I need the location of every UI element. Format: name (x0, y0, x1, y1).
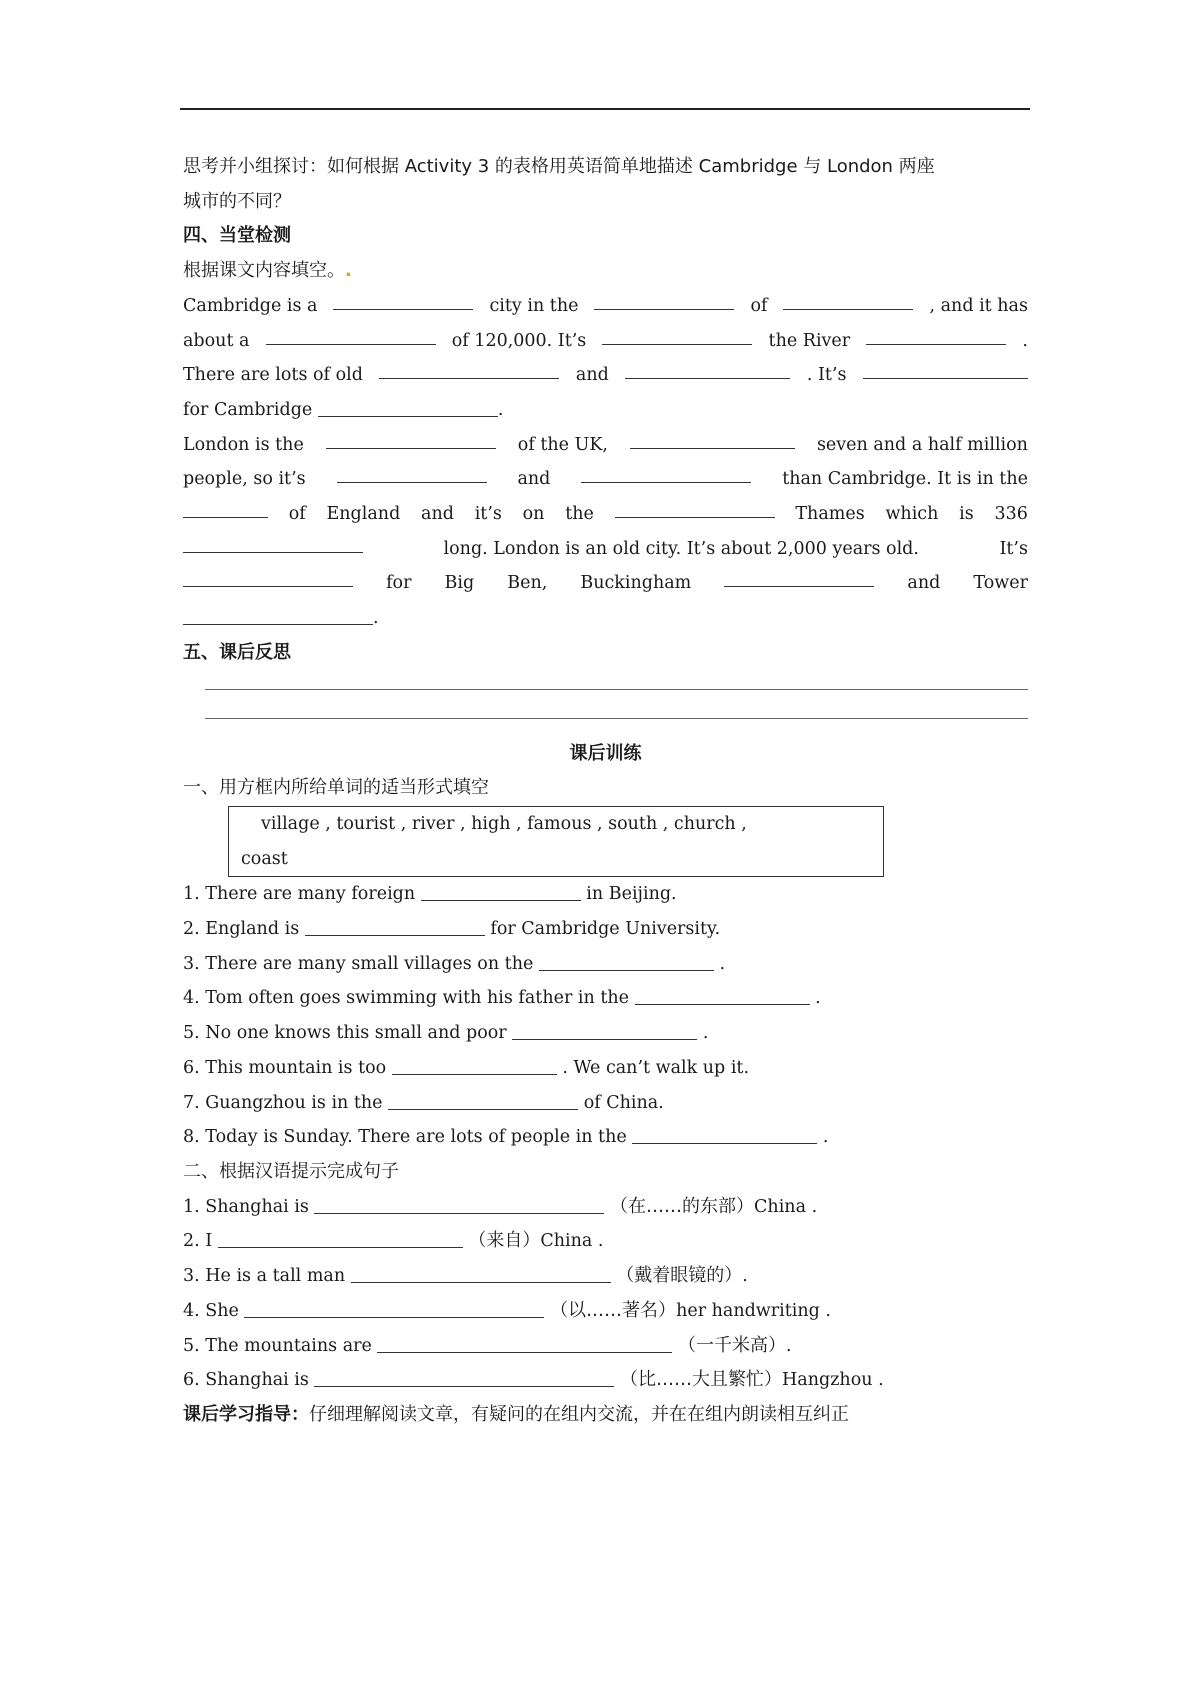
item-text-end: Hangzhou . (782, 1370, 884, 1391)
section4-instruction: 根据课文内容填空。. (183, 260, 352, 282)
blank[interactable] (625, 358, 790, 379)
item-text: England is (205, 919, 300, 940)
chinese-hint: （比……大且繁忙） (620, 1369, 783, 1391)
study-guide (183, 1398, 1028, 1433)
item-number: 1. (183, 1196, 200, 1217)
part1-item (183, 981, 1028, 1016)
item-text: She (205, 1300, 239, 1321)
item-number: 3. (183, 953, 200, 974)
cambridge-line-4: for Cambridge . (183, 393, 1028, 428)
london-line-6: . (183, 601, 1028, 636)
item-text-end: . (742, 1266, 748, 1287)
blank[interactable] (183, 532, 363, 553)
london-line-5: for Big Ben, Buckingham and Tower (183, 566, 1028, 601)
item-text: Guangzhou is in the (205, 1092, 383, 1113)
blank[interactable] (594, 289, 734, 310)
item-text-end: of China. (583, 1092, 664, 1113)
blank[interactable] (379, 358, 559, 379)
part1-item (183, 1016, 1028, 1051)
item-number: 8. (183, 1127, 200, 1148)
part1-item (183, 947, 1028, 982)
item-number: 2. (183, 919, 200, 940)
part1-item (183, 1086, 1028, 1121)
item-text-end: . (702, 1023, 709, 1044)
blank[interactable] (615, 497, 775, 518)
london-line-4: long. London is an old city. It’s about 2,000 years old. It’s (183, 532, 1028, 567)
intro-question: 思考并小组探讨：如何根据 Activity 3 的表格用英语简单地描述 Cambridge 与 London 两座 (183, 156, 935, 177)
blank[interactable] (183, 566, 353, 587)
blank[interactable] (183, 604, 373, 625)
item-number: 3. (183, 1266, 200, 1287)
chinese-hint: （以……著名） (550, 1299, 677, 1321)
answer-blank[interactable] (421, 880, 581, 901)
word-box-words-cont: coast (241, 848, 288, 869)
section5-heading: 五、课后反思 (183, 641, 291, 663)
part2-item (183, 1329, 1028, 1364)
part1-item (183, 1120, 1028, 1155)
chinese-hint: （一千米高） (678, 1334, 787, 1356)
part2-heading: 二、根据汉语提示完成句子 (183, 1160, 399, 1182)
answer-blank[interactable] (244, 1297, 544, 1318)
cambridge-line-2: about a of 120,000. It’s the River . (183, 324, 1028, 359)
blank[interactable] (602, 324, 752, 345)
item-text-end: for Cambridge University. (490, 919, 721, 940)
item-number: 1. (183, 884, 200, 905)
cambridge-line-1: Cambridge is a city in the of , and it has (183, 289, 1028, 324)
part1-item (183, 877, 1028, 912)
answer-blank[interactable] (635, 984, 810, 1005)
item-text: Today is Sunday. There are lots of people in the (205, 1127, 627, 1148)
item-number: 7. (183, 1092, 200, 1113)
blank[interactable] (318, 396, 498, 417)
part1-list (183, 877, 1028, 1155)
reflection-line[interactable] (205, 689, 1028, 690)
blank[interactable] (266, 324, 436, 345)
item-text: The mountains are (205, 1335, 372, 1356)
item-text: Shanghai is (205, 1196, 309, 1217)
item-text: There are many small villages on the (205, 953, 534, 974)
item-number: 6. (183, 1057, 200, 1078)
item-text: No one knows this small and poor (205, 1023, 507, 1044)
item-text-end: . (815, 988, 821, 1009)
answer-blank[interactable] (314, 1193, 604, 1214)
answer-blank[interactable] (539, 950, 714, 971)
reflection-line[interactable] (205, 718, 1028, 719)
london-line-3: of England and it’s on the Thames which is 336 (183, 497, 1028, 532)
answer-blank[interactable] (218, 1227, 463, 1248)
part2-item (183, 1294, 1028, 1329)
blank[interactable] (863, 358, 1028, 379)
item-text: Shanghai is (205, 1370, 309, 1391)
answer-blank[interactable] (314, 1366, 614, 1387)
word-box-words: village , tourist , river , high , famous , south , church , (261, 813, 747, 834)
answer-blank[interactable] (388, 1089, 578, 1110)
worksheet-page (183, 150, 1028, 1433)
practice-title: 课后训练 (569, 742, 642, 764)
intro-question-cont: 城市的不同？ (183, 190, 291, 212)
item-number: 6. (183, 1370, 200, 1391)
item-text-end: in Beijing. (586, 884, 677, 905)
part2-item (183, 1190, 1028, 1225)
study-guide-text: 仔细理解阅读文章，有疑问的在组内交流，并在在组内朗读相互纠正 (309, 1403, 849, 1425)
study-guide-label: 课后学习指导： (183, 1403, 309, 1425)
answer-blank[interactable] (351, 1262, 611, 1283)
blank[interactable] (326, 428, 496, 449)
item-text: This mountain is too (205, 1057, 387, 1078)
answer-blank[interactable] (392, 1054, 557, 1075)
part1-item (183, 912, 1028, 947)
chinese-hint: （在……的东部） (610, 1195, 755, 1217)
item-text-end: . We can’t walk up it. (562, 1057, 750, 1078)
part1-heading: 一、用方框内所给单词的适当形式填空 (183, 777, 489, 799)
item-text-end: China . (754, 1196, 818, 1217)
answer-blank[interactable] (512, 1019, 697, 1040)
blank[interactable] (866, 324, 1006, 345)
part2-item (183, 1259, 1028, 1294)
blank[interactable] (630, 428, 795, 449)
blank[interactable] (337, 462, 487, 483)
chinese-hint: （戴着眼镜的） (616, 1265, 743, 1287)
item-number: 2. (183, 1231, 200, 1252)
blank[interactable] (724, 566, 874, 587)
answer-blank[interactable] (305, 915, 485, 936)
blank[interactable] (333, 289, 473, 310)
item-text-end: . (786, 1335, 792, 1356)
item-text: There are many foreign (205, 884, 416, 905)
header-rule (180, 108, 1030, 110)
part2-list (183, 1190, 1028, 1398)
item-text: He is a tall man (205, 1266, 346, 1287)
blank[interactable] (581, 462, 751, 483)
item-number: 4. (183, 988, 200, 1009)
cambridge-line-3: There are lots of old and . It’s (183, 358, 1028, 393)
item-text: Tom often goes swimming with his father in the (205, 988, 629, 1009)
item-number: 5. (183, 1023, 200, 1044)
item-text-end: China . (540, 1231, 604, 1252)
item-number: 4. (183, 1300, 200, 1321)
london-line-2: people, so it’s and than Cambridge. It is in the (183, 462, 1028, 497)
section4-heading: 四、当堂检测 (183, 225, 291, 247)
item-text-end: . (719, 953, 726, 974)
part2-item (183, 1224, 1028, 1259)
item-text-end: her handwriting . (676, 1300, 831, 1321)
item-text: I (205, 1231, 213, 1252)
answer-blank[interactable] (377, 1332, 672, 1353)
item-number: 5. (183, 1335, 200, 1356)
london-line-1: London is the of the UK, seven and a half million (183, 428, 1028, 463)
word-box (228, 806, 884, 877)
part2-item (183, 1363, 1028, 1398)
chinese-hint: （来自） (468, 1230, 541, 1252)
item-text-end: . (822, 1127, 829, 1148)
blank[interactable] (783, 289, 913, 310)
reflection-lines (205, 689, 1028, 719)
part1-item (183, 1051, 1028, 1086)
blank[interactable] (183, 497, 268, 518)
answer-blank[interactable] (632, 1123, 817, 1144)
